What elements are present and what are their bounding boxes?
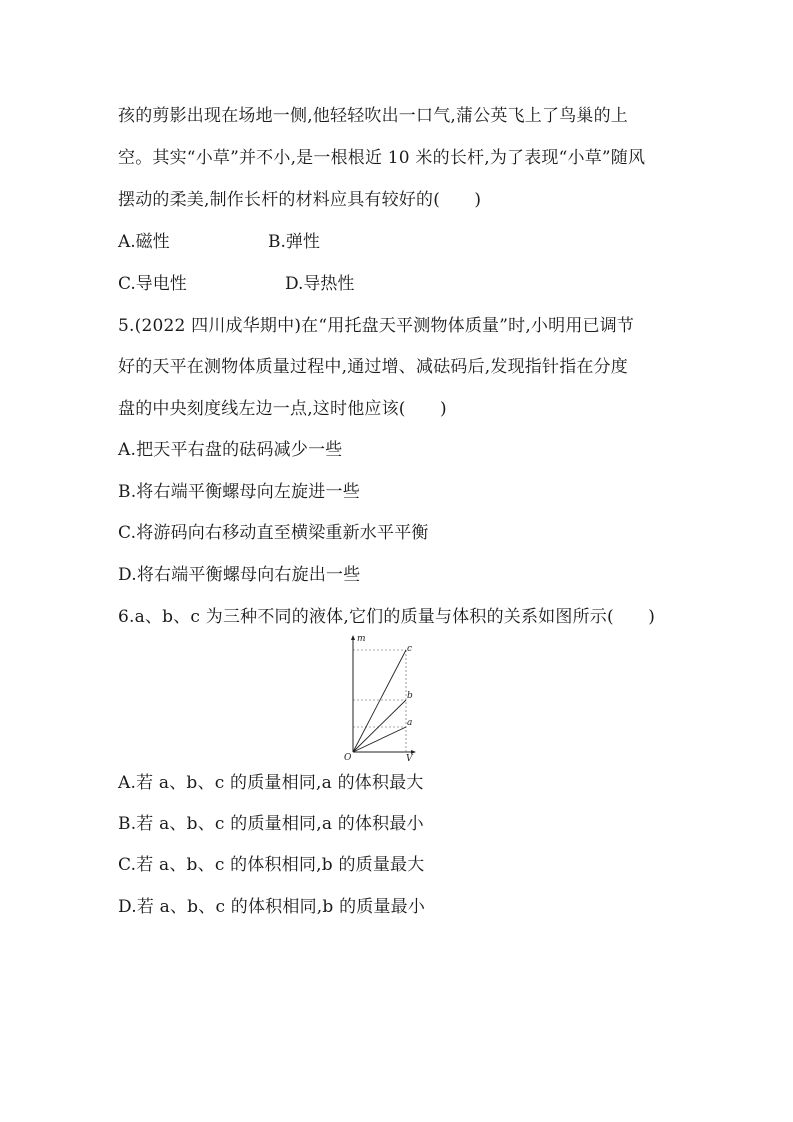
- q6-option-a: A.若 a、b、c 的质量相同,a 的体积最大: [118, 773, 424, 793]
- origin-label: O: [344, 753, 352, 762]
- q6-option-d: D.若 a、b、c 的体积相同,b 的质量最小: [118, 897, 426, 917]
- line-b: [353, 700, 406, 752]
- q6-option-b: B.若 a、b、c 的质量相同,a 的体积最小: [118, 814, 424, 834]
- line-c-label: c: [407, 644, 413, 654]
- q4-stem-line-1: 孩的剪影出现在场地一侧,他轻轻吹出一口气,蒲公英飞上了鸟巢的上: [118, 106, 629, 126]
- q5-stem-line-3: 盘的中央刻度线左边一点,这时他应该( ): [118, 399, 447, 419]
- q4-option-d: D.导热性: [285, 274, 355, 294]
- q4-option-a: A.磁性: [118, 232, 170, 252]
- q5-option-c: C.将游码向右移动直至横梁重新水平平衡: [118, 523, 429, 543]
- q6-option-c: C.若 a、b、c 的体积相同,b 的质量最大: [118, 855, 425, 875]
- x-axis-label: V: [406, 754, 413, 762]
- y-axis-label: m: [357, 634, 366, 644]
- q4-option-c: C.导电性: [118, 274, 187, 294]
- q6-stem: 6.a、b、c 为三种不同的液体,它们的质量与体积的关系如图所示( ): [118, 607, 656, 627]
- line-a-label: a: [407, 718, 413, 728]
- q5-stem-line-2: 好的天平在测物体质量过程中,通过增、减砝码后,发现指针指在分度: [118, 357, 629, 377]
- line-b-label: b: [407, 691, 413, 701]
- q5-stem-line-1: 5.(2022 四川成华期中)在“用托盘天平测物体质量”时,小明用已调节: [118, 316, 635, 336]
- q5-option-a: A.把天平右盘的砝码减少一些: [118, 440, 343, 460]
- line-c: [353, 650, 406, 752]
- mass-volume-graph: [340, 632, 420, 762]
- q4-option-b: B.弹性: [268, 232, 320, 252]
- line-a: [353, 727, 406, 752]
- y-axis-arrow: [351, 635, 355, 640]
- q5-option-d: D.将右端平衡螺母向右旋出一些: [118, 565, 361, 585]
- q4-stem-line-3: 摆动的柔美,制作长杆的材料应具有较好的( ): [118, 190, 482, 210]
- q5-option-b: B.将右端平衡螺母向左旋进一些: [118, 482, 360, 502]
- q4-stem-line-2: 空。其实“小草”并不小,是一根根近 10 米的长杆,为了表现“小草”随风: [118, 148, 646, 168]
